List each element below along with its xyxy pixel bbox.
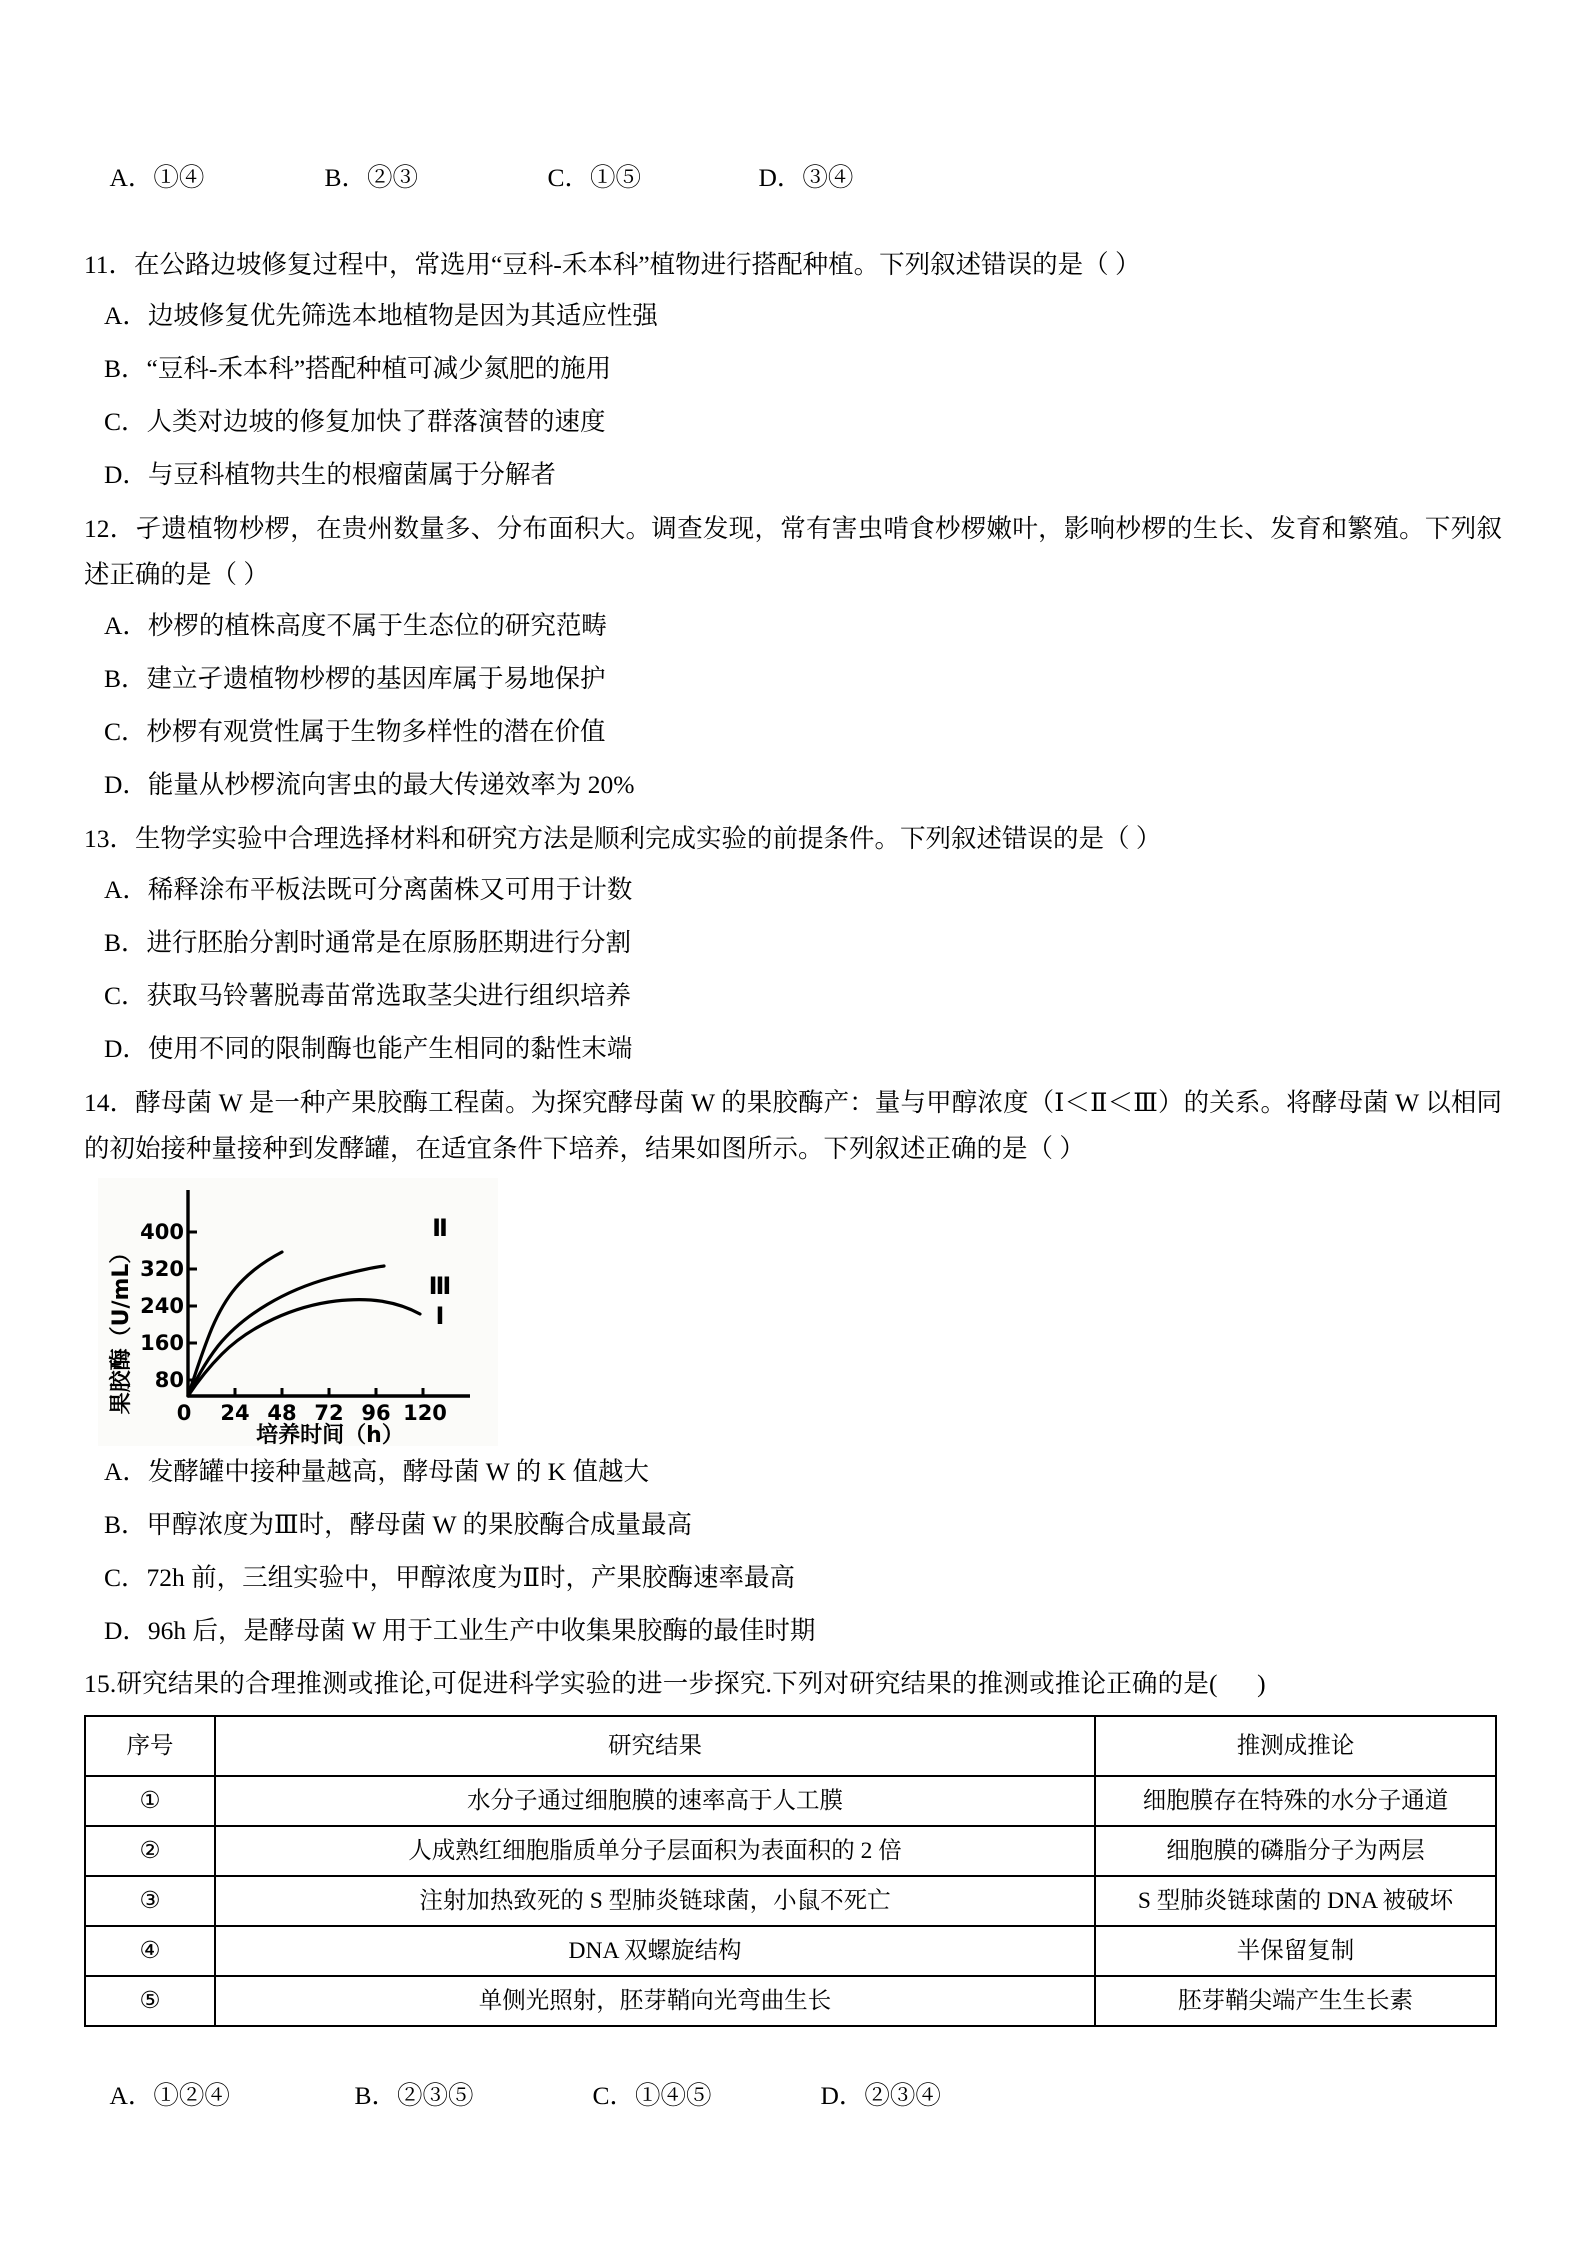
x-tick-48: 48	[267, 1401, 297, 1425]
table-row	[85, 1776, 1496, 1826]
row-no: ⑤	[85, 1976, 215, 2026]
x-tick-120: 120	[403, 1401, 447, 1425]
row-result: 单侧光照射，胚芽鞘向光弯曲生长	[215, 1976, 1095, 2026]
answer-option-d: D．③④	[758, 163, 854, 192]
column-header-result: 研究结果	[215, 1716, 1095, 1776]
row-inference: 细胞膜的磷脂分子为两层	[1095, 1826, 1496, 1876]
row-no: ③	[85, 1876, 215, 1926]
x-axis-title: 培养时间（h）	[256, 1423, 404, 1446]
row-no: ①	[85, 1776, 215, 1826]
x-tick-96: 96	[361, 1401, 391, 1425]
row-inference: 半保留复制	[1095, 1926, 1496, 1976]
final-answer-option-c: C．①④⑤	[592, 2081, 712, 2110]
question-13-option-b: B．进行胚胎分割时通常是在原肠胚期进行分割	[104, 928, 632, 957]
row-no: ②	[85, 1826, 215, 1876]
x-tick-72: 72	[314, 1401, 344, 1425]
question-14-stem: 14．酵母菌 W 是一种产果胶酶工程菌。为探究酵母菌 W 的果胶酶产：量与甲醇浓度（Ⅰ＜Ⅱ＜Ⅲ）的关系。将酵母菌 W 以相同的初始接种量接种到发酵罐，在适宜条件下培养，结果如图所示。下列叙述正确的是（ ）	[84, 1088, 1502, 1163]
question-14-option-d: D．96h 后，是酵母菌 W 用于工业生产中收集果胶酶的最佳时期	[104, 1616, 816, 1645]
answer-option-c: C．①⑤	[547, 163, 642, 192]
question-11-option-d: D．与豆科植物共生的根瘤菌属于分解者	[104, 460, 556, 489]
table-row	[85, 1976, 1496, 2026]
answer-row-q10	[84, 118, 1502, 238]
question-15-stem: 15.研究结果的合理推测或推论,可促进科学实验的进一步探究.下列对研究结果的推测或推论正确的是( )	[84, 1669, 1266, 1698]
table-row	[85, 1876, 1496, 1926]
research-results-table	[84, 1715, 1497, 2027]
question-13-option-a: A．稀释涂布平板法既可分离菌株又可用于计数	[104, 875, 633, 904]
question-12-option-b: B．建立孑遗植物杪椤的基因库属于易地保护	[104, 664, 606, 693]
question-13-option-c: C．获取马铃薯脱毒苗常选取茎尖进行组织培养	[104, 981, 632, 1010]
row-result: 人成熟红细胞脂质单分子层面积为表面积的 2 倍	[215, 1826, 1095, 1876]
y-tick-240: 240	[140, 1294, 184, 1318]
answer-option-a: A．①④	[109, 163, 205, 192]
y-axis-title: 果胶酶（U/mL）	[109, 1241, 134, 1415]
row-inference: 胚芽鞘尖端产生生长素	[1095, 1976, 1496, 2026]
pectinase-chart-figure	[84, 1178, 1502, 1446]
question-11-option-a: A．边坡修复优先筛选本地植物是因为其适应性强	[104, 301, 658, 330]
final-answer-option-d: D．②③④	[820, 2081, 941, 2110]
final-answer-option-b: B．②③⑤	[354, 2081, 474, 2110]
question-13-option-d: D．使用不同的限制酶也能产生相同的黏性末端	[104, 1034, 633, 1063]
question-11-option-c: C．人类对边坡的修复加快了群落演替的速度	[104, 407, 606, 436]
question-11-option-b: B．“豆科-禾本科”搭配种植可减少氮肥的施用	[104, 354, 612, 383]
table-row	[85, 1826, 1496, 1876]
row-inference: 细胞膜存在特殊的水分子通道	[1095, 1776, 1496, 1826]
question-14-option-b: B．甲醇浓度为Ⅲ时，酵母菌 W 的果胶酶合成量最高	[104, 1510, 692, 1539]
final-answer-option-a: A．①②④	[109, 2081, 230, 2110]
answer-option-b: B．②③	[324, 163, 419, 192]
y-tick-160: 160	[140, 1331, 184, 1355]
x-tick-0: 0	[176, 1401, 192, 1425]
question-11-stem: 11．在公路边坡修复过程中，常选用“豆科-禾本科”植物进行搭配种植。下列叙述错误的是（ ）	[84, 250, 1141, 279]
question-12-option-c: C．杪椤有观赏性属于生物多样性的潜在价值	[104, 717, 606, 746]
table-row	[85, 1926, 1496, 1976]
chart-box	[98, 1178, 498, 1446]
pectinase-production-chart	[98, 1178, 498, 1446]
y-tick-320: 320	[140, 1257, 184, 1281]
question-13-stem: 13．生物学实验中合理选择材料和研究方法是顺利完成实验的前提条件。下列叙述错误的是（ ）	[84, 824, 1162, 853]
table-header-row	[85, 1716, 1496, 1776]
row-result: DNA 双螺旋结构	[215, 1926, 1095, 1976]
question-14-option-a: A．发酵罐中接种量越高，酵母菌 W 的 K 值越大	[104, 1457, 649, 1486]
x-tick-24: 24	[220, 1401, 250, 1425]
question-12-option-a: A．杪椤的植株高度不属于生态位的研究范畴	[104, 611, 607, 640]
legend-label-I: Ⅰ	[435, 1302, 445, 1330]
column-header-inference: 推测成推论	[1095, 1716, 1496, 1776]
row-inference: S 型肺炎链球菌的 DNA 被破坏	[1095, 1876, 1496, 1926]
y-tick-400: 400	[140, 1220, 184, 1244]
row-result: 注射加热致死的 S 型肺炎链球菌，小鼠不死亡	[215, 1876, 1095, 1926]
answer-row-q15	[84, 2033, 1502, 2159]
legend-label-II: Ⅱ	[432, 1214, 448, 1242]
column-header-no: 序号	[85, 1716, 215, 1776]
row-no: ④	[85, 1926, 215, 1976]
question-12-option-d: D．能量从杪椤流向害虫的最大传递效率为 20%	[104, 770, 635, 799]
y-tick-80: 80	[154, 1368, 184, 1392]
row-result: 水分子通过细胞膜的速率高于人工膜	[215, 1776, 1095, 1826]
question-12-stem: 12．孑遗植物杪椤，在贵州数量多、分布面积大。调查发现，常有害虫啃食杪椤嫩叶，影响杪椤的生长、发育和繁殖。下列叙述正确的是（ ）	[84, 514, 1502, 589]
question-14-option-c: C．72h 前，三组实验中，甲醇浓度为Ⅱ时，产果胶酶速率最高	[104, 1563, 795, 1592]
legend-label-III: Ⅲ	[428, 1272, 452, 1300]
